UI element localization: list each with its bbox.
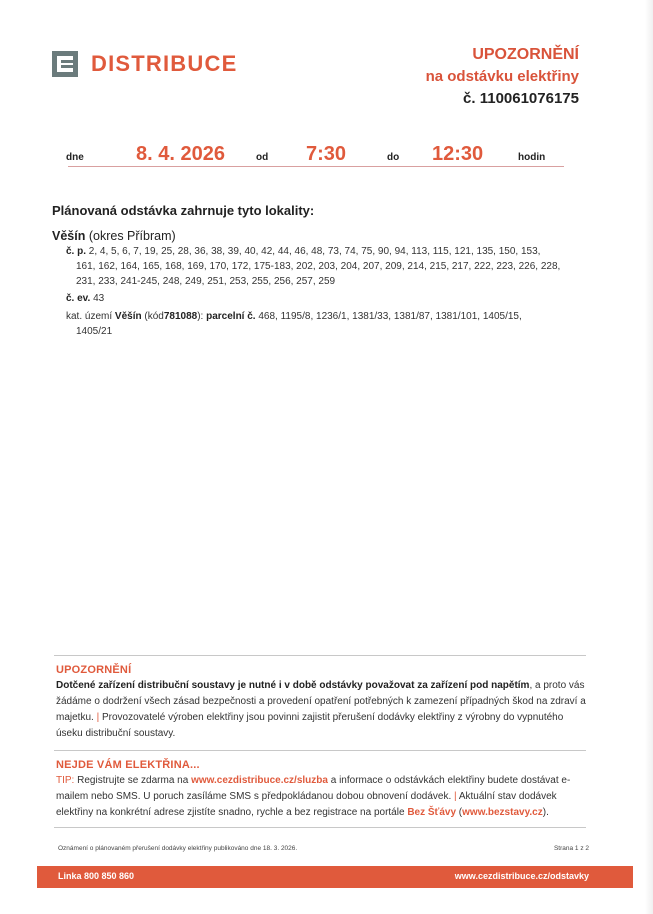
schedule-underline: [68, 166, 564, 167]
kat-code: 781088: [163, 311, 198, 322]
kat-name: Věšín: [114, 311, 142, 322]
outages-website-link[interactable]: www.cezdistribuce.cz/odstavky: [454, 871, 589, 881]
tip-text-5: ).: [542, 807, 549, 818]
town-name: Věšín: [52, 229, 86, 243]
from-label: od: [256, 152, 269, 163]
company-logo: [52, 51, 237, 77]
hours-label: hodin: [518, 152, 546, 163]
kat-code-suffix: ):: [197, 311, 204, 322]
warning-divider-top: [54, 655, 586, 656]
notice-number: č. 110061076175: [463, 90, 579, 107]
tip-divider-bottom: [54, 827, 586, 828]
warning-bold-text: Dotčené zařízení distribuční soustavy je nutné i v době odstávky považovat za zařízení pod napětím: [56, 680, 530, 691]
warning-separator: |: [93, 712, 102, 723]
kat-prefix: kat. území: [66, 311, 113, 322]
date-label: dne: [66, 152, 84, 163]
cp-line-3: 231, 233, 241-245, 248, 249, 251, 253, 255, 256, 257, 259: [76, 276, 336, 287]
notice-title: UPOZORNĚNÍ: [472, 46, 579, 63]
time-from: 7:30: [306, 143, 347, 165]
tip-divider-top: [54, 750, 586, 751]
parcel-label: parcelní č.: [206, 311, 256, 322]
registration-numbers: [66, 291, 104, 306]
logo-text: DISTRIBUCE: [91, 51, 238, 76]
parcel-line-1: 468, 1195/8, 1236/1, 1381/33, 1381/87, 1381/101, 1405/15,: [258, 311, 522, 322]
tip-label: TIP:: [56, 775, 75, 786]
tip-separator: |: [451, 791, 459, 802]
town-heading: [52, 229, 176, 243]
cadastral-parcels: [66, 309, 596, 339]
tip-text-3: Aktuální stav dodávek elektřiny na konkrétní adrese zjistíte snadno, rychle a bez registrace na portále: [56, 791, 557, 818]
warning-text-2: Provozovatelé výroben elektřiny jsou povinni zajistit přerušení dodávky elektřiny z výrobny do vypnutého úseku distribuční soustavy.: [56, 712, 564, 739]
registration-link[interactable]: www.cezdistribuce.cz/sluzba: [191, 775, 328, 786]
parcel-line-2: 1405/21: [76, 326, 113, 337]
time-to: 12:30: [432, 143, 484, 165]
town-district: (okres Příbram): [88, 229, 176, 243]
house-numbers: [66, 244, 596, 289]
notice-header: [426, 44, 579, 110]
hotline: Linka 800 850 860: [58, 871, 135, 881]
warning-title: UPOZORNĚNÍ: [56, 664, 132, 676]
page-edge: [645, 0, 653, 914]
warning-body: [56, 678, 588, 742]
tip-body: [56, 773, 588, 821]
cez-logo-icon: [52, 51, 78, 77]
cp-line-1: 2, 4, 5, 6, 7, 19, 25, 28, 36, 38, 39, 40, 42, 44, 46, 48, 73, 74, 75, 90, 94, 113, 115, 121, 135, 150, 153,: [88, 246, 541, 257]
page-number: Strana 1 z 2: [553, 845, 589, 852]
tip-text-2: a informace o odstávkách elektřiny budete dostávat e-mailem nebo SMS. U poruch zasíláme SMS s předpokládanou dobou obnovení dodávek.: [56, 775, 571, 802]
published-note: Oznámení o plánovaném přerušení dodávky elektřiny publikováno dne 18. 3. 2026.: [58, 845, 298, 852]
outage-date: 8. 4. 2026: [136, 143, 225, 165]
ev-label: č. ev.: [66, 293, 91, 304]
notice-subtitle: na odstávku elektřiny: [425, 68, 579, 85]
tip-title: NEJDE VÁM ELEKTŘINA...: [56, 759, 200, 771]
portal-name: Bez Šťávy: [407, 807, 457, 818]
tip-text-4: (: [456, 807, 463, 818]
ev-value: 43: [93, 293, 105, 304]
localities-heading: Plánovaná odstávka zahrnuje tyto lokality:: [52, 203, 315, 218]
cp-line-2: 161, 162, 164, 165, 168, 169, 170, 172, 175-183, 202, 203, 204, 207, 209, 214, 215, 217, 222, 223, 226, 228,: [76, 261, 561, 272]
outage-schedule: [66, 140, 564, 166]
footer-bar: [37, 866, 633, 888]
cp-label: č. p.: [66, 246, 87, 257]
to-label: do: [387, 152, 400, 163]
warning-text-1: , a proto vás žádáme o dodržení všech zásad bezpečnosti a provedení opatření potřebných k zamezení případných škod na zdraví a majetku.: [56, 680, 586, 723]
kat-code-prefix: (kód: [144, 311, 164, 322]
tip-text-1: Registrujte se zdarma na: [74, 775, 192, 786]
bezstavy-link[interactable]: www.bezstavy.cz: [462, 807, 543, 818]
